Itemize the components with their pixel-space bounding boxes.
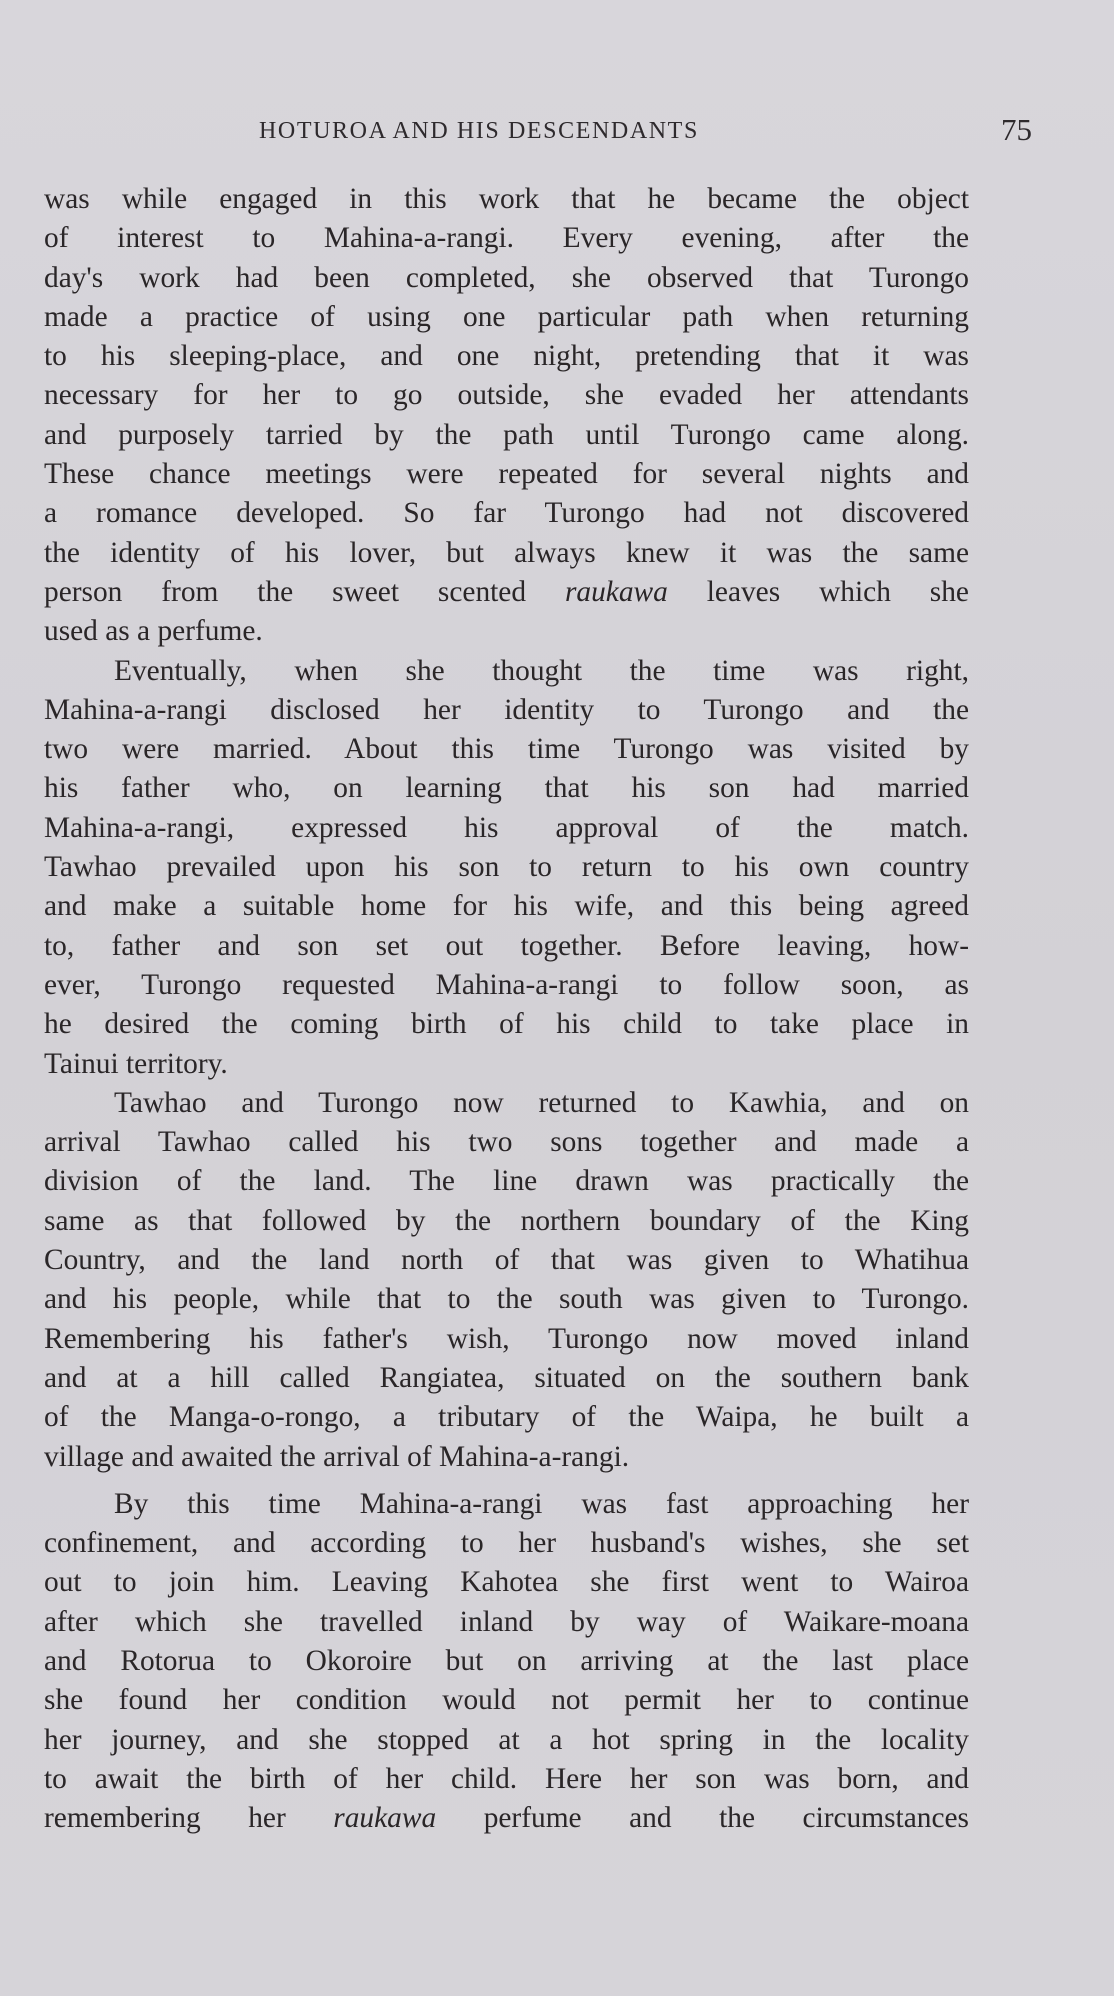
text-line: her journey, and she stopped at a hot spring in the locality xyxy=(44,1723,969,1756)
text-line: day's work had been completed, she observed that Turongo xyxy=(44,261,969,294)
text-line: of interest to Mahina-a-rangi. Every evening, after the xyxy=(44,222,969,255)
text-line: necessary for her to go outside, she evaded her attendants xyxy=(44,379,969,412)
text-line: to, father and son set out together. Before leaving, how- xyxy=(44,929,969,962)
text-line: and at a hill called Rangiatea, situated on the southern bank xyxy=(44,1361,969,1394)
text-segment: perfume and the circumstances xyxy=(483,1802,969,1835)
text-line: Tawhao prevailed upon his son to return to his own country xyxy=(44,851,969,884)
text-line: Remembering his father's wish, Turongo now moved inland xyxy=(44,1322,969,1355)
text-line: of the Manga-o-rongo, a tributary of the Waipa, he built a xyxy=(44,1401,969,1434)
text-line: the identity of his lover, but always knew it was the same xyxy=(44,536,969,569)
italic-word: raukawa xyxy=(333,1802,437,1835)
paragraph-3 xyxy=(44,1084,969,1477)
paragraph-2 xyxy=(44,652,969,1084)
body-text xyxy=(44,180,969,1838)
text-line: she found her condition would not permit her to continue xyxy=(44,1684,969,1717)
text-line: village and awaited the arrival of Mahina-a-rangi. xyxy=(44,1440,630,1473)
text-line-with-italic xyxy=(44,573,969,612)
text-line: two were married. About this time Turongo was visited by xyxy=(44,733,969,766)
text-line: his father who, on learning that his son had married xyxy=(44,772,969,805)
text-line: division of the land. The line drawn was practically the xyxy=(44,1165,969,1198)
text-line: and make a suitable home for his wife, and this being agreed xyxy=(44,890,969,923)
text-segment: person from the sweet scented xyxy=(44,575,527,608)
page-number: 75 xyxy=(1001,112,1032,147)
text-line: to his sleeping-place, and one night, pretending that it was xyxy=(44,340,969,373)
text-line: to await the birth of her child. Here her son was born, and xyxy=(44,1762,969,1795)
text-line: Tawhao and Turongo now returned to Kawhia, and on xyxy=(114,1086,969,1119)
running-head xyxy=(44,112,1044,152)
text-line: confinement, and according to her husband's wishes, she set xyxy=(44,1527,969,1560)
italic-word: raukawa xyxy=(564,575,668,608)
text-line: made a practice of using one particular path when returning xyxy=(44,300,969,333)
text-segment: leaves which she xyxy=(706,575,969,608)
text-line: was while engaged in this work that he became the object xyxy=(44,183,969,215)
text-line-with-italic xyxy=(44,1799,969,1838)
paragraph-4 xyxy=(44,1485,969,1839)
running-title: HOTUROA AND HIS DESCENDANTS xyxy=(259,118,699,144)
text-line: Eventually, when she thought the time was right, xyxy=(114,654,969,687)
text-line: a romance developed. So far Turongo had not discovered xyxy=(44,497,969,530)
text-line: and Rotorua to Okoroire but on arriving at the last place xyxy=(44,1644,969,1677)
text-line: out to join him. Leaving Kahotea she first went to Wairoa xyxy=(44,1566,969,1599)
text-line: Country, and the land north of that was given to Whatihua xyxy=(44,1244,969,1277)
paragraph-1 xyxy=(44,180,969,652)
text-line: arrival Tawhao called his two sons together and made a xyxy=(44,1126,969,1159)
text-line: and his people, while that to the south was given to Turongo. xyxy=(44,1283,969,1316)
text-segment: remembering her xyxy=(44,1802,286,1835)
text-line: These chance meetings were repeated for several nights and xyxy=(44,458,969,491)
text-line: and purposely tarried by the path until Turongo came along. xyxy=(44,418,969,451)
text-line: same as that followed by the northern boundary of the King xyxy=(44,1204,969,1237)
text-line: ever, Turongo requested Mahina-a-rangi to follow soon, as xyxy=(44,968,969,1001)
text-line: By this time Mahina-a-rangi was fast approaching her xyxy=(114,1487,969,1520)
text-line: Mahina-a-rangi disclosed her identity to Turongo and the xyxy=(44,693,969,726)
text-line: used as a perfume. xyxy=(44,615,263,648)
text-line: Mahina-a-rangi, expressed his approval of the match. xyxy=(44,811,969,844)
text-line: he desired the coming birth of his child to take place in xyxy=(44,1008,969,1041)
text-line: Tainui territory. xyxy=(44,1047,228,1080)
text-line: after which she travelled inland by way of Waikare-moana xyxy=(44,1605,969,1638)
